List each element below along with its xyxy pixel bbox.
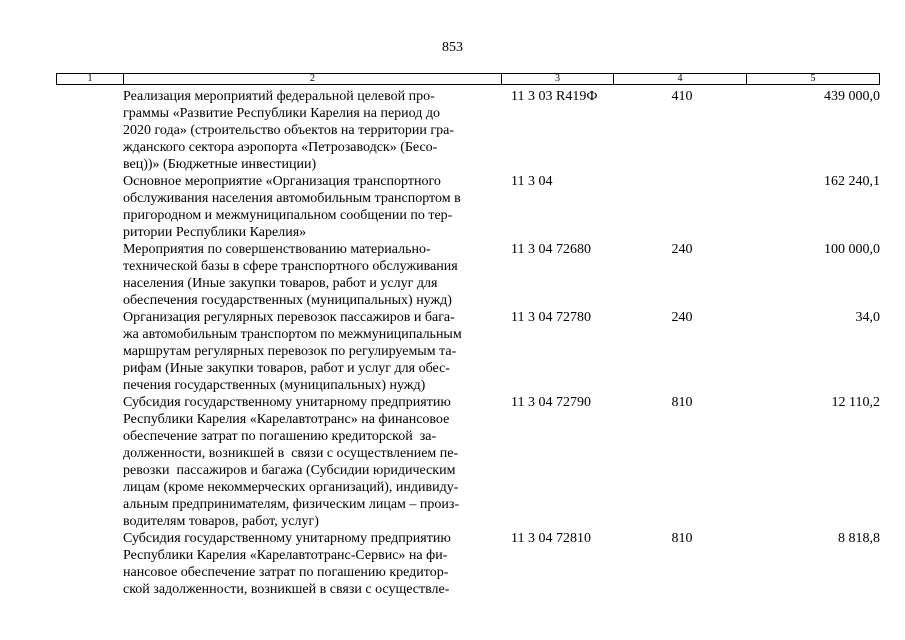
description-line: населения (Иные закупки товаров, работ и услуг для bbox=[123, 276, 438, 291]
row-amount: 12 110,2 bbox=[831, 395, 880, 410]
table-row bbox=[0, 309, 905, 394]
description-line: печения государственных (муниципальных) нужд) bbox=[123, 378, 426, 393]
row-code: 11 3 04 bbox=[511, 174, 553, 189]
table-row bbox=[0, 88, 905, 173]
row-description bbox=[123, 88, 506, 173]
description-line: Республики Карелия «Карелавтотранс» на финансовое bbox=[123, 412, 450, 427]
table-row bbox=[0, 173, 905, 241]
row-description bbox=[123, 241, 506, 309]
row-number-cell bbox=[0, 173, 123, 241]
budget-table-body bbox=[0, 88, 905, 598]
description-line: маршрутам регулярных перевозок по регулируемым та- bbox=[123, 344, 457, 359]
row-number-cell bbox=[0, 241, 123, 309]
description-line: альным предпринимателям, физическим лицам – произ- bbox=[123, 497, 460, 512]
description-line: обеспечения государственных (муниципальных) нужд) bbox=[123, 293, 452, 308]
row-code: 11 3 04 72790 bbox=[511, 395, 591, 410]
row-amount: 34,0 bbox=[855, 310, 880, 325]
description-line: лицам (кроме некоммерческих организаций), индивиду- bbox=[123, 480, 459, 495]
description-line: технической базы в сфере транспортного обслуживания bbox=[123, 259, 458, 274]
row-expense-type: 810 bbox=[671, 531, 693, 546]
description-line: рифам (Иные закупки товаров, работ и услуг для обес- bbox=[123, 361, 450, 376]
description-line: Субсидия государственному унитарному предприятию bbox=[123, 531, 451, 546]
column-header-3: 3 bbox=[502, 74, 614, 84]
row-code: 11 3 04 72810 bbox=[511, 531, 591, 546]
row-code: 11 3 04 72680 bbox=[511, 242, 591, 257]
table-row bbox=[0, 241, 905, 309]
column-header-5: 5 bbox=[810, 73, 816, 84]
row-expense-type: 240 bbox=[671, 310, 693, 325]
row-expense-type bbox=[634, 173, 730, 241]
column-header-1: 1 bbox=[57, 74, 124, 84]
row-description bbox=[123, 309, 506, 394]
description-line: Основное мероприятие «Организация транспортного bbox=[123, 174, 441, 189]
page-number: 853 bbox=[442, 40, 463, 55]
description-line: жданского сектора аэропорта «Петрозаводск» (Бесо- bbox=[123, 140, 438, 155]
row-description bbox=[123, 173, 506, 241]
description-line: обслуживания населения автомобильным транспортом в bbox=[123, 191, 461, 206]
description-line: жа автомобильным транспортом по межмуниципальным bbox=[123, 327, 462, 342]
description-line: Республики Карелия «Карелавтотранс-Сервис» на фи- bbox=[123, 548, 448, 563]
row-expense-type: 240 bbox=[671, 242, 693, 257]
row-code: 11 3 04 72780 bbox=[511, 310, 591, 325]
row-expense-type: 410 bbox=[671, 89, 693, 104]
description-line: Субсидия государственному унитарному предприятию bbox=[123, 395, 451, 410]
row-code: 11 3 03 R419Ф bbox=[511, 89, 598, 104]
description-line: Организация регулярных перевозок пассажиров и бага- bbox=[123, 310, 455, 325]
description-line: нансовое обеспечение затрат по погашению кредитор- bbox=[123, 565, 449, 580]
row-number-cell bbox=[0, 88, 123, 173]
description-line: долженности, возникшей в связи с осуществлением пе- bbox=[123, 446, 459, 461]
row-amount: 162 240,1 bbox=[824, 174, 880, 189]
column-header-row bbox=[56, 73, 880, 85]
row-number-cell bbox=[0, 309, 123, 394]
description-line: Реализация мероприятий федеральной целевой про- bbox=[123, 89, 435, 104]
description-line: ревозки пассажиров и багажа (Субсидии юридическим bbox=[123, 463, 456, 478]
row-amount: 439 000,0 bbox=[824, 89, 880, 104]
column-header-4: 4 bbox=[614, 74, 747, 84]
table-row bbox=[0, 530, 905, 598]
description-line: граммы «Развитие Республики Карелия на период до bbox=[123, 106, 441, 121]
description-line: 2020 года» (строительство объектов на территории гра- bbox=[123, 123, 454, 138]
description-line: пригородном и межмуниципальном сообщении по тер- bbox=[123, 208, 453, 223]
row-amount: 100 000,0 bbox=[824, 242, 880, 257]
description-line: обеспечение затрат по погашению кредиторской за- bbox=[123, 429, 437, 444]
description-line: Мероприятия по совершенствованию материально- bbox=[123, 242, 431, 257]
description-line: ской задолженности, возникшей в связи с осуществле- bbox=[123, 582, 450, 597]
description-line: вец))» (Бюджетные инвестиции) bbox=[123, 157, 317, 172]
row-expense-type: 810 bbox=[671, 395, 693, 410]
row-description bbox=[123, 530, 506, 598]
column-header-2: 2 bbox=[124, 74, 502, 84]
row-amount: 8 818,8 bbox=[838, 531, 880, 546]
table-row bbox=[0, 394, 905, 530]
row-description bbox=[123, 394, 506, 530]
row-number-cell bbox=[0, 394, 123, 530]
row-number-cell bbox=[0, 530, 123, 598]
description-line: ритории Республики Карелия» bbox=[123, 225, 307, 240]
description-line: водителям товаров, работ, услуг) bbox=[123, 514, 319, 529]
